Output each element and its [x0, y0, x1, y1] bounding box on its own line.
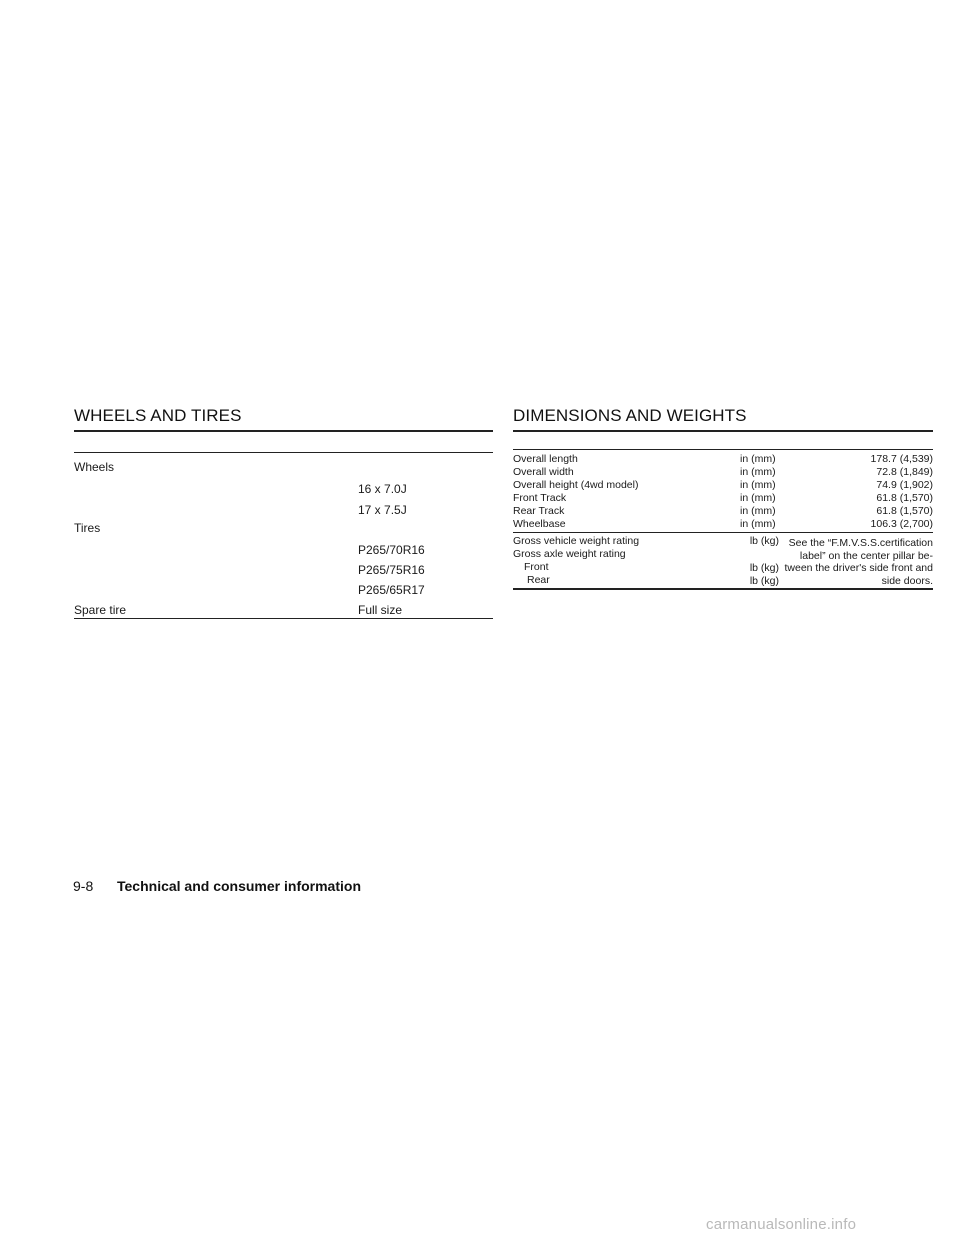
tire-size-1: P265/70R16: [358, 543, 425, 557]
dim-row-value: 61.8 (1,570): [876, 505, 933, 517]
dim-row-value: 74.9 (1,902): [876, 479, 933, 491]
wheels-tires-header-rule: [74, 452, 493, 453]
spare-tire-value: Full size: [358, 603, 403, 617]
dim-row-label: Rear Track: [513, 505, 565, 517]
gawr-front-label: Front: [524, 561, 549, 573]
gawr-rear-label: Rear: [527, 574, 550, 586]
gawr-label: Gross axle weight rating: [513, 548, 626, 560]
wheels-label: Wheels: [74, 460, 115, 474]
dim-row-label: Front Track: [513, 492, 567, 504]
gawr-front-unit: lb (kg): [749, 562, 779, 574]
dimensions-mid-rule: [513, 532, 933, 533]
wheels-tires-bottom-rule: [74, 618, 493, 619]
wheels-tires-top-rule: [74, 430, 493, 432]
wheel-size-2: 17 x 7.5J: [358, 503, 407, 517]
dim-row-value: 178.7 (4,539): [870, 453, 933, 465]
chapter-title: Technical and consumer information: [117, 878, 362, 894]
wheels-tires-title: WHEELS AND TIRES: [74, 406, 242, 425]
gawr-rear-unit: lb (kg): [749, 575, 779, 587]
spare-tire-label: Spare tire: [74, 603, 127, 617]
dimensions-top-rule: [513, 430, 933, 432]
dim-row-value: 106.3 (2,700): [870, 518, 933, 530]
dim-row-label: Overall length: [513, 453, 578, 465]
dimensions-weights-title: DIMENSIONS AND WEIGHTS: [513, 406, 747, 425]
dim-row-unit: in (mm): [740, 492, 776, 504]
tire-size-2: P265/75R16: [358, 563, 425, 577]
dimensions-header-rule: [513, 449, 933, 450]
certification-label-note: See the “F.M.V.S.S.certification label” on the center pillar be-tween the driver's side front and side doors.: [784, 537, 933, 587]
tires-label: Tires: [74, 521, 101, 535]
gvwr-unit: lb (kg): [749, 535, 779, 547]
dim-row-label: Overall height (4wd model): [513, 479, 639, 491]
dim-row-label: Wheelbase: [513, 518, 566, 530]
dim-row-value: 61.8 (1,570): [876, 492, 933, 504]
wheel-size-1: 16 x 7.0J: [358, 482, 407, 496]
page-number: 9-8: [73, 878, 94, 894]
tire-size-3: P265/65R17: [358, 583, 425, 597]
dim-row-unit: in (mm): [740, 518, 776, 530]
watermark: carmanualsonline.info: [706, 1216, 857, 1233]
dimensions-bottom-rule: [513, 588, 933, 590]
dim-row-unit: in (mm): [740, 453, 776, 465]
gvwr-label: Gross vehicle weight rating: [513, 535, 640, 547]
dim-row-unit: in (mm): [740, 479, 776, 491]
dim-row-unit: in (mm): [740, 505, 776, 517]
dim-row-value: 72.8 (1,849): [876, 466, 933, 478]
dim-row-unit: in (mm): [740, 466, 776, 478]
dim-row-label: Overall width: [513, 466, 574, 478]
